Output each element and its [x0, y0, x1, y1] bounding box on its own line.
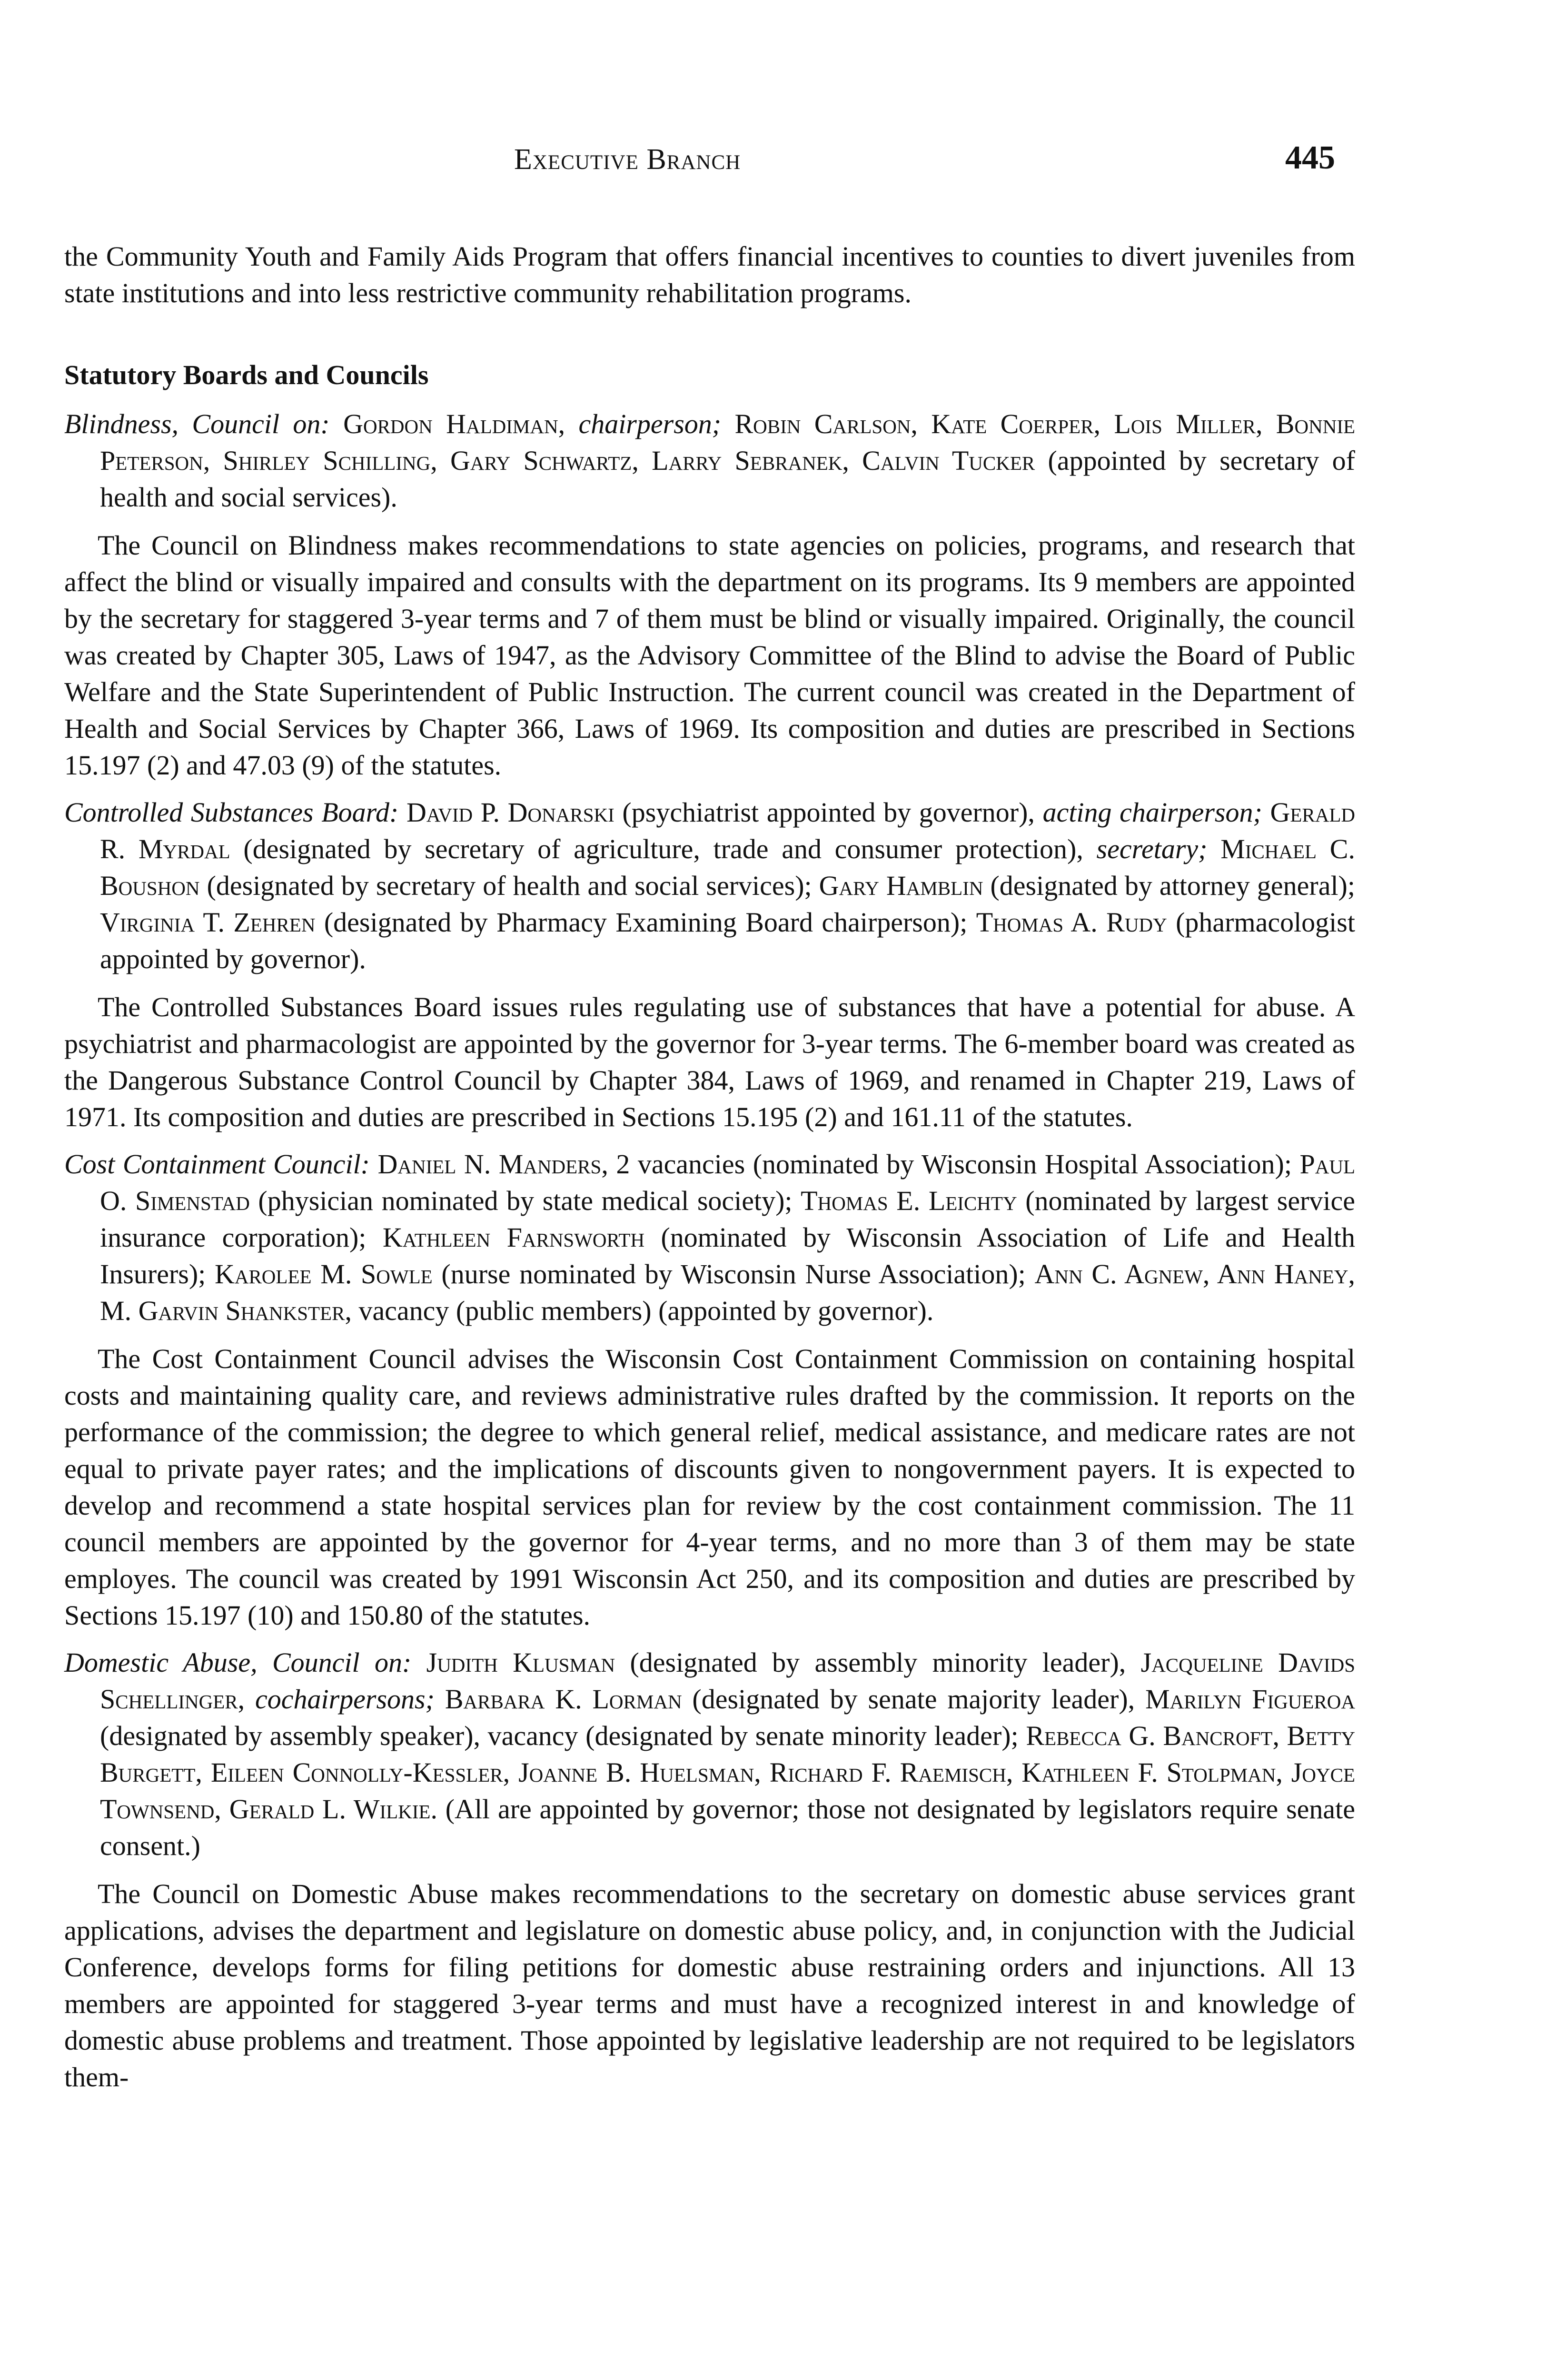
member-name: Paul O. Simenstad [100, 1149, 1356, 1216]
member-name: Daniel N. Manders [377, 1149, 602, 1180]
member-name: Jacqueline Davids Schellinger [100, 1647, 1355, 1715]
separator [435, 1684, 445, 1715]
member-name: Marilyn Figueroa [1145, 1684, 1356, 1715]
domestic-abuse-description: The Council on Domestic Abuse makes recommendations to the secretary on domestic abuse services grant applications, advises the department and legislature on domestic abuse policy, and, in conjunction with the Judicial Conference, develops forms for filing petitions for domestic abuse restraining orders and injunctions. All 13 members are appointed for staggered 3-year terms and must have a recognized interest in and knowledge of domestic abuse problems and treatment. Those appointed by legislative leadership are not required to be legislators them- [64, 1878, 1355, 2092]
member-name: Rebecca G. Bancroft, Betty Burgett, Eileen Connolly-Kessler, Joanne B. Huelsman, Richard F. Raemisch, Kathleen F. Stolpman, Joyce Townsend, Gerald L. Wilkie. [100, 1720, 1355, 1825]
controlled-substances-entry [64, 794, 1355, 977]
member-note: (designated by assembly minority leader), [615, 1647, 1141, 1678]
member-name: Kathleen Farnsworth [382, 1222, 645, 1253]
member-name: David P. Donarski [406, 797, 614, 828]
member-note: (designated by secretary of agriculture, trade and consumer protection), [230, 833, 1097, 864]
page-number: 445 [1285, 139, 1335, 176]
member-name: Karolee M. Sowle [214, 1259, 433, 1289]
running-head: Executive Branch [514, 143, 741, 176]
member-note: (psychiatrist appointed by governor), [614, 797, 1043, 828]
member-note: (pharmacologist appointed by governor). [100, 907, 1355, 974]
cost-containment-title: Cost Containment Council: [64, 1149, 370, 1180]
member-name: Barbara K. Lorman [445, 1684, 682, 1715]
blindness-chair: Gordon Haldiman [343, 408, 558, 439]
member-note: (nominated by Wisconsin Association of Life and Health Insurers); [100, 1222, 1355, 1289]
member-name: Thomas A. Rudy [976, 907, 1167, 938]
blindness-members: Robin Carlson, Kate Coerper, Lois Miller, Bonnie Peterson, Shirley Schilling, Gary Schwartz, Larry Sebranek, Calvin Tucker [100, 408, 1356, 476]
cost-containment-description: The Cost Containment Council advises the Wisconsin Cost Containment Commission on containing hospital costs and maintaining quality care, and reviews administrative rules drafted by the commission. It reports on the performance of the commission; the degree to which general relief, medical assistance, and medicare rates are not equal to private payer rates; and the implications of discounts given to nongovernment payers. It is expected to develop and recommend a state hospital services plan for review by the cost containment commission. The 11 council members are appointed by the governor for 4-year terms, and no more than 3 of them may be state employes. The council was created by 1991 Wisconsin Act 250, and its composition and duties are prescribed by Sections 15.197 (10) and 150.80 of the statutes. [64, 1343, 1355, 1631]
member-name: Virginia T. Zehren [100, 907, 316, 938]
blindness-title: Blindness, Council on: [64, 408, 330, 439]
member-note: (designated by secretary of health and social services); [199, 870, 819, 901]
member-name: Ann C. Agnew, Ann Haney, M. Garvin Shankster [100, 1259, 1355, 1326]
member-role: cochairpersons; [255, 1684, 435, 1715]
cost-containment-entry [64, 1146, 1355, 1329]
member-name: Gary Hamblin [819, 870, 983, 901]
member-note: (designated by assembly speaker), vacancy (designated by senate minority leader); [100, 1720, 1026, 1751]
member-note: , vacancy (public members) (appointed by governor). [345, 1295, 934, 1326]
blindness-entry [64, 406, 1355, 516]
controlled-substances-title: Controlled Substances Board: [64, 797, 399, 828]
member-name: Judith Klusman [426, 1647, 615, 1678]
separator [721, 408, 734, 439]
member-note: (nurse nominated by Wisconsin Nurse Association); [432, 1259, 1035, 1289]
member-note: (designated by attorney general); [983, 870, 1355, 901]
member-note: , 2 vacancies (nominated by Wisconsin Hospital Association); [601, 1149, 1300, 1180]
member-note: (nominated by largest service insurance corporation); [100, 1185, 1355, 1253]
blindness-chair-role: chairperson; [578, 408, 722, 439]
page-body [64, 238, 1355, 2106]
intro-paragraph: the Community Youth and Family Aids Program that offers financial incentives to counties to divert juveniles from state institutions and into less restrictive community rehabilitation programs. [64, 241, 1355, 308]
member-role: secretary; [1096, 833, 1208, 864]
domestic-abuse-entry [64, 1644, 1355, 1864]
page-header [0, 139, 1546, 186]
member-note: (designated by senate majority leader), [682, 1684, 1146, 1715]
domestic-abuse-title: Domestic Abuse, Council on: [64, 1647, 412, 1678]
blindness-appointment-note: (appointed by secretary of health and social services). [100, 445, 1355, 513]
separator: , [558, 408, 579, 439]
member-name: Michael C. Boushon [100, 833, 1355, 901]
member-note: (All are appointed by governor; those not designated by legislators require senate consent.) [100, 1794, 1355, 1861]
member-name: Gerald R. Myrdal [100, 797, 1355, 864]
member-role: acting chairperson; [1042, 797, 1262, 828]
separator [1208, 833, 1221, 864]
member-note: (designated by Pharmacy Examining Board chairperson); [315, 907, 976, 938]
controlled-substances-description: The Controlled Substances Board issues rules regulating use of substances that have a potential for abuse. A psychiatrist and pharmacologist are appointed by the governor for 3-year terms. The 6-member board was created as the Dangerous Substance Control Council by Chapter 384, Laws of 1969, and renamed in Chapter 219, Laws of 1971. Its composition and duties are prescribed in Sections 15.195 (2) and 161.11 of the statutes. [64, 992, 1355, 1132]
member-note: (physician nominated by state medical society); [249, 1185, 801, 1216]
separator: , [238, 1684, 255, 1715]
member-name: Thomas E. Leichty [801, 1185, 1017, 1216]
separator [1262, 797, 1270, 828]
section-heading: Statutory Boards and Councils [64, 359, 429, 390]
blindness-description: The Council on Blindness makes recommendations to state agencies on policies, programs, and research that affect the blind or visually impaired and consults with the department on its programs. Its 9 members are appointed by the secretary for staggered 3-year terms and 7 of them must be blind or visually impaired. Originally, the council was created by Chapter 305, Laws of 1947, as the Advisory Committee of the Blind to advise the Board of Public Welfare and the State Superintendent of Public Instruction. The current council was created in the Department of Health and Social Services by Chapter 366, Laws of 1969. Its composition and duties are prescribed in Sections 15.197 (2) and 47.03 (9) of the statutes. [64, 530, 1355, 781]
